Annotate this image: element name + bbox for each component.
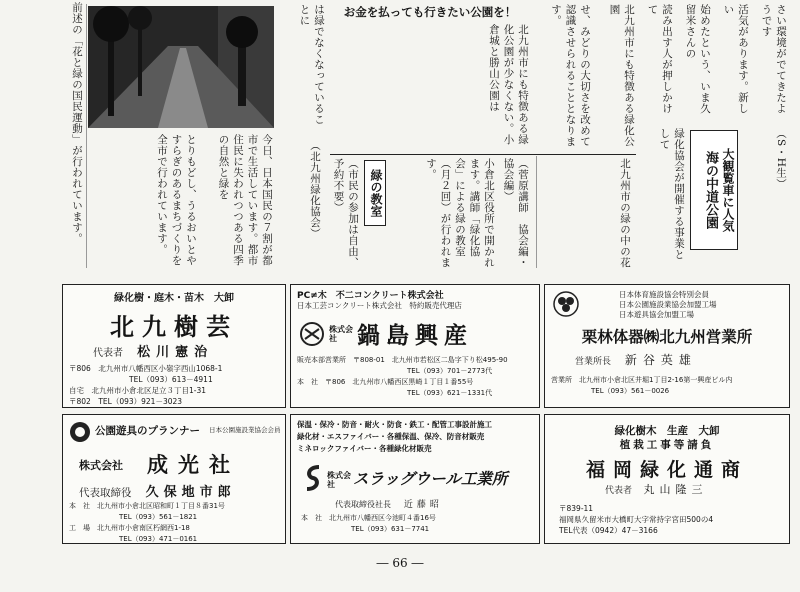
ad6-rep-title: 代表者	[605, 486, 633, 496]
ad3-kicker2: 日本公園施設業協会加盟工場	[619, 300, 717, 309]
ad1-rep-name: 松川憲治	[137, 345, 214, 360]
article-col-11: 活気があります。新しい	[722, 4, 749, 114]
ad1-rep-title: 代表者	[93, 348, 123, 359]
ad4-line-3: 工 場 北九州市小倉南区朽網西1-18	[69, 524, 190, 532]
ad-fukuoka-ryokka	[544, 414, 790, 544]
ad1-line-4: 〒802 TEL（093）921－3023	[69, 397, 183, 406]
ad-nabeshima-kosan	[290, 284, 540, 408]
ad2-line-4: TEL（093）621－1331代	[407, 389, 493, 397]
ad3-line-2: TEL（093）561－0026	[591, 387, 670, 395]
ad5-rep	[335, 497, 535, 510]
ad1-line-3: 自宅 北九州市小倉北区足立３丁目1-31	[69, 386, 207, 395]
ad4-logo-icon	[69, 421, 91, 443]
ad5-address	[301, 513, 535, 535]
ad6-rep	[605, 481, 785, 497]
ad2-line-2: TEL（093）701－2773代	[407, 367, 493, 375]
ad3-kicker3: 日本遊具協会加盟工場	[619, 310, 694, 319]
ad-kuribayashi	[544, 284, 790, 408]
ad5-rep-title: 代表取締役社長	[335, 500, 391, 509]
sub-heading-classroom: 緑の教室	[364, 160, 386, 226]
ad-hokkyu-jugei	[62, 284, 286, 408]
ad5-kicker3: ミネロックファイバー・各種緑化材販売	[297, 444, 432, 453]
article-col-9: 読み出す人が押しかけて	[646, 4, 673, 114]
ad6-kicker: 緑化樹木 生産 大卸	[614, 425, 720, 437]
article-headline: お金を払っても行きたい公園を！	[343, 5, 517, 19]
article-col-end: （北九州緑化協会）	[309, 140, 321, 239]
article-col-3: 今日、日本国民の７割が都市で生活しています。都市住民に失われつつある四季の自然と緑を	[217, 134, 273, 266]
ad4-rep-title: 代表取締役	[79, 487, 132, 499]
ad1-line-2: TEL（093）613－4911	[129, 375, 213, 384]
ad4-rep-name: 久保地市郎	[145, 485, 236, 500]
ad3-line-1: 営業所 北九州市小倉北区井堀1丁目2-16第一興産ビル内	[551, 376, 733, 384]
ad4-prefix: 株式会社	[79, 459, 123, 472]
ad-seikosha	[62, 414, 286, 544]
article-mid-1: 北九州市の緑の中の花	[619, 158, 631, 268]
article-col-8: 北九州市にも特徴ある緑化公園	[608, 4, 635, 147]
classroom-note: （市民の参加は自由、予約不要）	[332, 158, 359, 268]
ad2-logo-icon	[299, 321, 325, 347]
ad5-rep-name: 近藤昭	[403, 500, 443, 510]
ad6-line-2: 福岡県久留米市大橋町大字常持字宮田500の4	[559, 515, 714, 524]
ad2-line-1: 販売本部営業所 〒808-01 北九州市若松区二島字下り松495-90	[297, 356, 508, 364]
sub-heading-ferris-1: 大観覧車に人気	[721, 148, 735, 232]
ad6-line-1: 〒839-11	[559, 504, 594, 513]
sub-heading-ferris	[690, 130, 738, 250]
ad1-address	[69, 363, 281, 407]
ad4-rep	[79, 481, 279, 500]
article-col-10: 始めたという、いま久留米さんの	[684, 4, 711, 114]
article-body-a: 北九州市にも特徴ある緑化公園が少なくない。小倉城と勝山公園は	[488, 24, 529, 145]
article-region	[0, 0, 800, 272]
ad6-rep-name: 丸山隆三	[643, 483, 708, 496]
page-number: ― 66 ―	[376, 556, 424, 570]
article-col-12: さい環境がでてきたようです	[760, 4, 787, 114]
article-mid-2: 緑化協会が開催する事業として	[658, 128, 685, 260]
ad2-prefix: 株式会社	[329, 324, 353, 343]
article-sub-end: （S・H生）	[775, 128, 787, 190]
article-divider	[330, 154, 636, 155]
ad1-line-1: 〒806 北九州市八幡西区小嶺字西山1068-1	[69, 364, 223, 373]
ad5-line-1: 本 社 北九州市八幡西区今池町４番16号	[301, 514, 436, 522]
article-col-1: 前述の「花と緑の国民運動」が行われています。	[71, 2, 83, 244]
ad3-kicker: 日本体育施設協会特別会員	[619, 290, 709, 299]
ad5-kicker2: 緑化材・エスファイバー・各種保温、保冷、防音材販売	[297, 432, 485, 441]
ad6-line-3: TEL代表（0942）47－3166	[559, 526, 658, 535]
ad4-kicker2: 日本公園施設業協会会員	[209, 426, 281, 434]
ad2-line-3: 本 社 〒806 北九州市八幡西区黒崎１丁目１番55号	[297, 378, 474, 386]
ad3-address	[551, 375, 785, 397]
ad3-rep-title: 営業所長	[575, 357, 612, 367]
ad6-name: 福岡緑化通商	[585, 459, 748, 481]
ad3-rep-name: 新谷英雄	[624, 353, 697, 367]
tree-photo-icon	[88, 6, 274, 128]
col-divider-2	[536, 156, 537, 268]
ad4-address	[69, 501, 281, 544]
ad5-prefix: 株式会社	[327, 470, 351, 489]
article-col-5: せ、みどりの大切さを改めて認識させられることとなります。	[550, 4, 591, 147]
classroom-credit: （菅原講師 協会編・協会編）	[502, 158, 529, 268]
ad2-kicker: PC≠木 不二コンクリート株式会社	[297, 291, 444, 301]
ad3-logo-icon	[553, 291, 579, 317]
ad2-name: 鍋島興産	[357, 322, 473, 349]
ad6-address	[559, 503, 785, 536]
ad3-name: 栗林体器㈱北九州営業所	[581, 327, 753, 346]
ad4-line-1: 本 社 北九州市小倉北区昭和町１丁目８番31号	[69, 502, 225, 510]
ad2-address	[297, 355, 535, 399]
article-col-2: とりもどし、うるおいとやすらぎのあるまちづくりを全市で行われています。	[156, 134, 197, 266]
ad5-line-2: TEL（093）631－7741	[351, 525, 430, 533]
ad6-kicker2: 植栽工事等請負	[619, 439, 715, 451]
sub-heading-ferris-2: 海の中道公園	[703, 151, 718, 229]
ad5-logo-icon	[303, 463, 323, 493]
park-photo	[88, 6, 274, 128]
ad4-line-2: TEL（093）561－1821	[119, 513, 198, 521]
ad4-kicker: 公園遊具のプランナー	[95, 425, 200, 437]
ad4-line-4: TEL（093）471－0161	[119, 535, 198, 543]
ad4-name: 成光社	[147, 452, 240, 477]
ad5-kicker: 保温・保冷・防音・耐火・防食・鉄工・配管工事設計施工	[297, 420, 492, 429]
classroom-text: 小倉北区役所で開かれます。講師「緑化協会」による緑の教室（月２回）が行われます。	[425, 158, 495, 268]
ad1-name: 北九樹芸	[110, 312, 238, 341]
col-divider-1	[86, 4, 87, 268]
ad1-rep	[93, 341, 273, 360]
ad5-name: スラッグウール工業所	[353, 470, 508, 488]
article-col-4: は緑でなくなっていることに	[298, 4, 325, 125]
ad-slagwool	[290, 414, 540, 544]
ad3-rep	[575, 351, 775, 368]
ad2-kicker2: 日本工芸コンクリート株式会社 特約販売代理店	[297, 301, 462, 310]
ad1-kicker: 緑化樹・庭木・苗木 大卸	[114, 293, 234, 304]
